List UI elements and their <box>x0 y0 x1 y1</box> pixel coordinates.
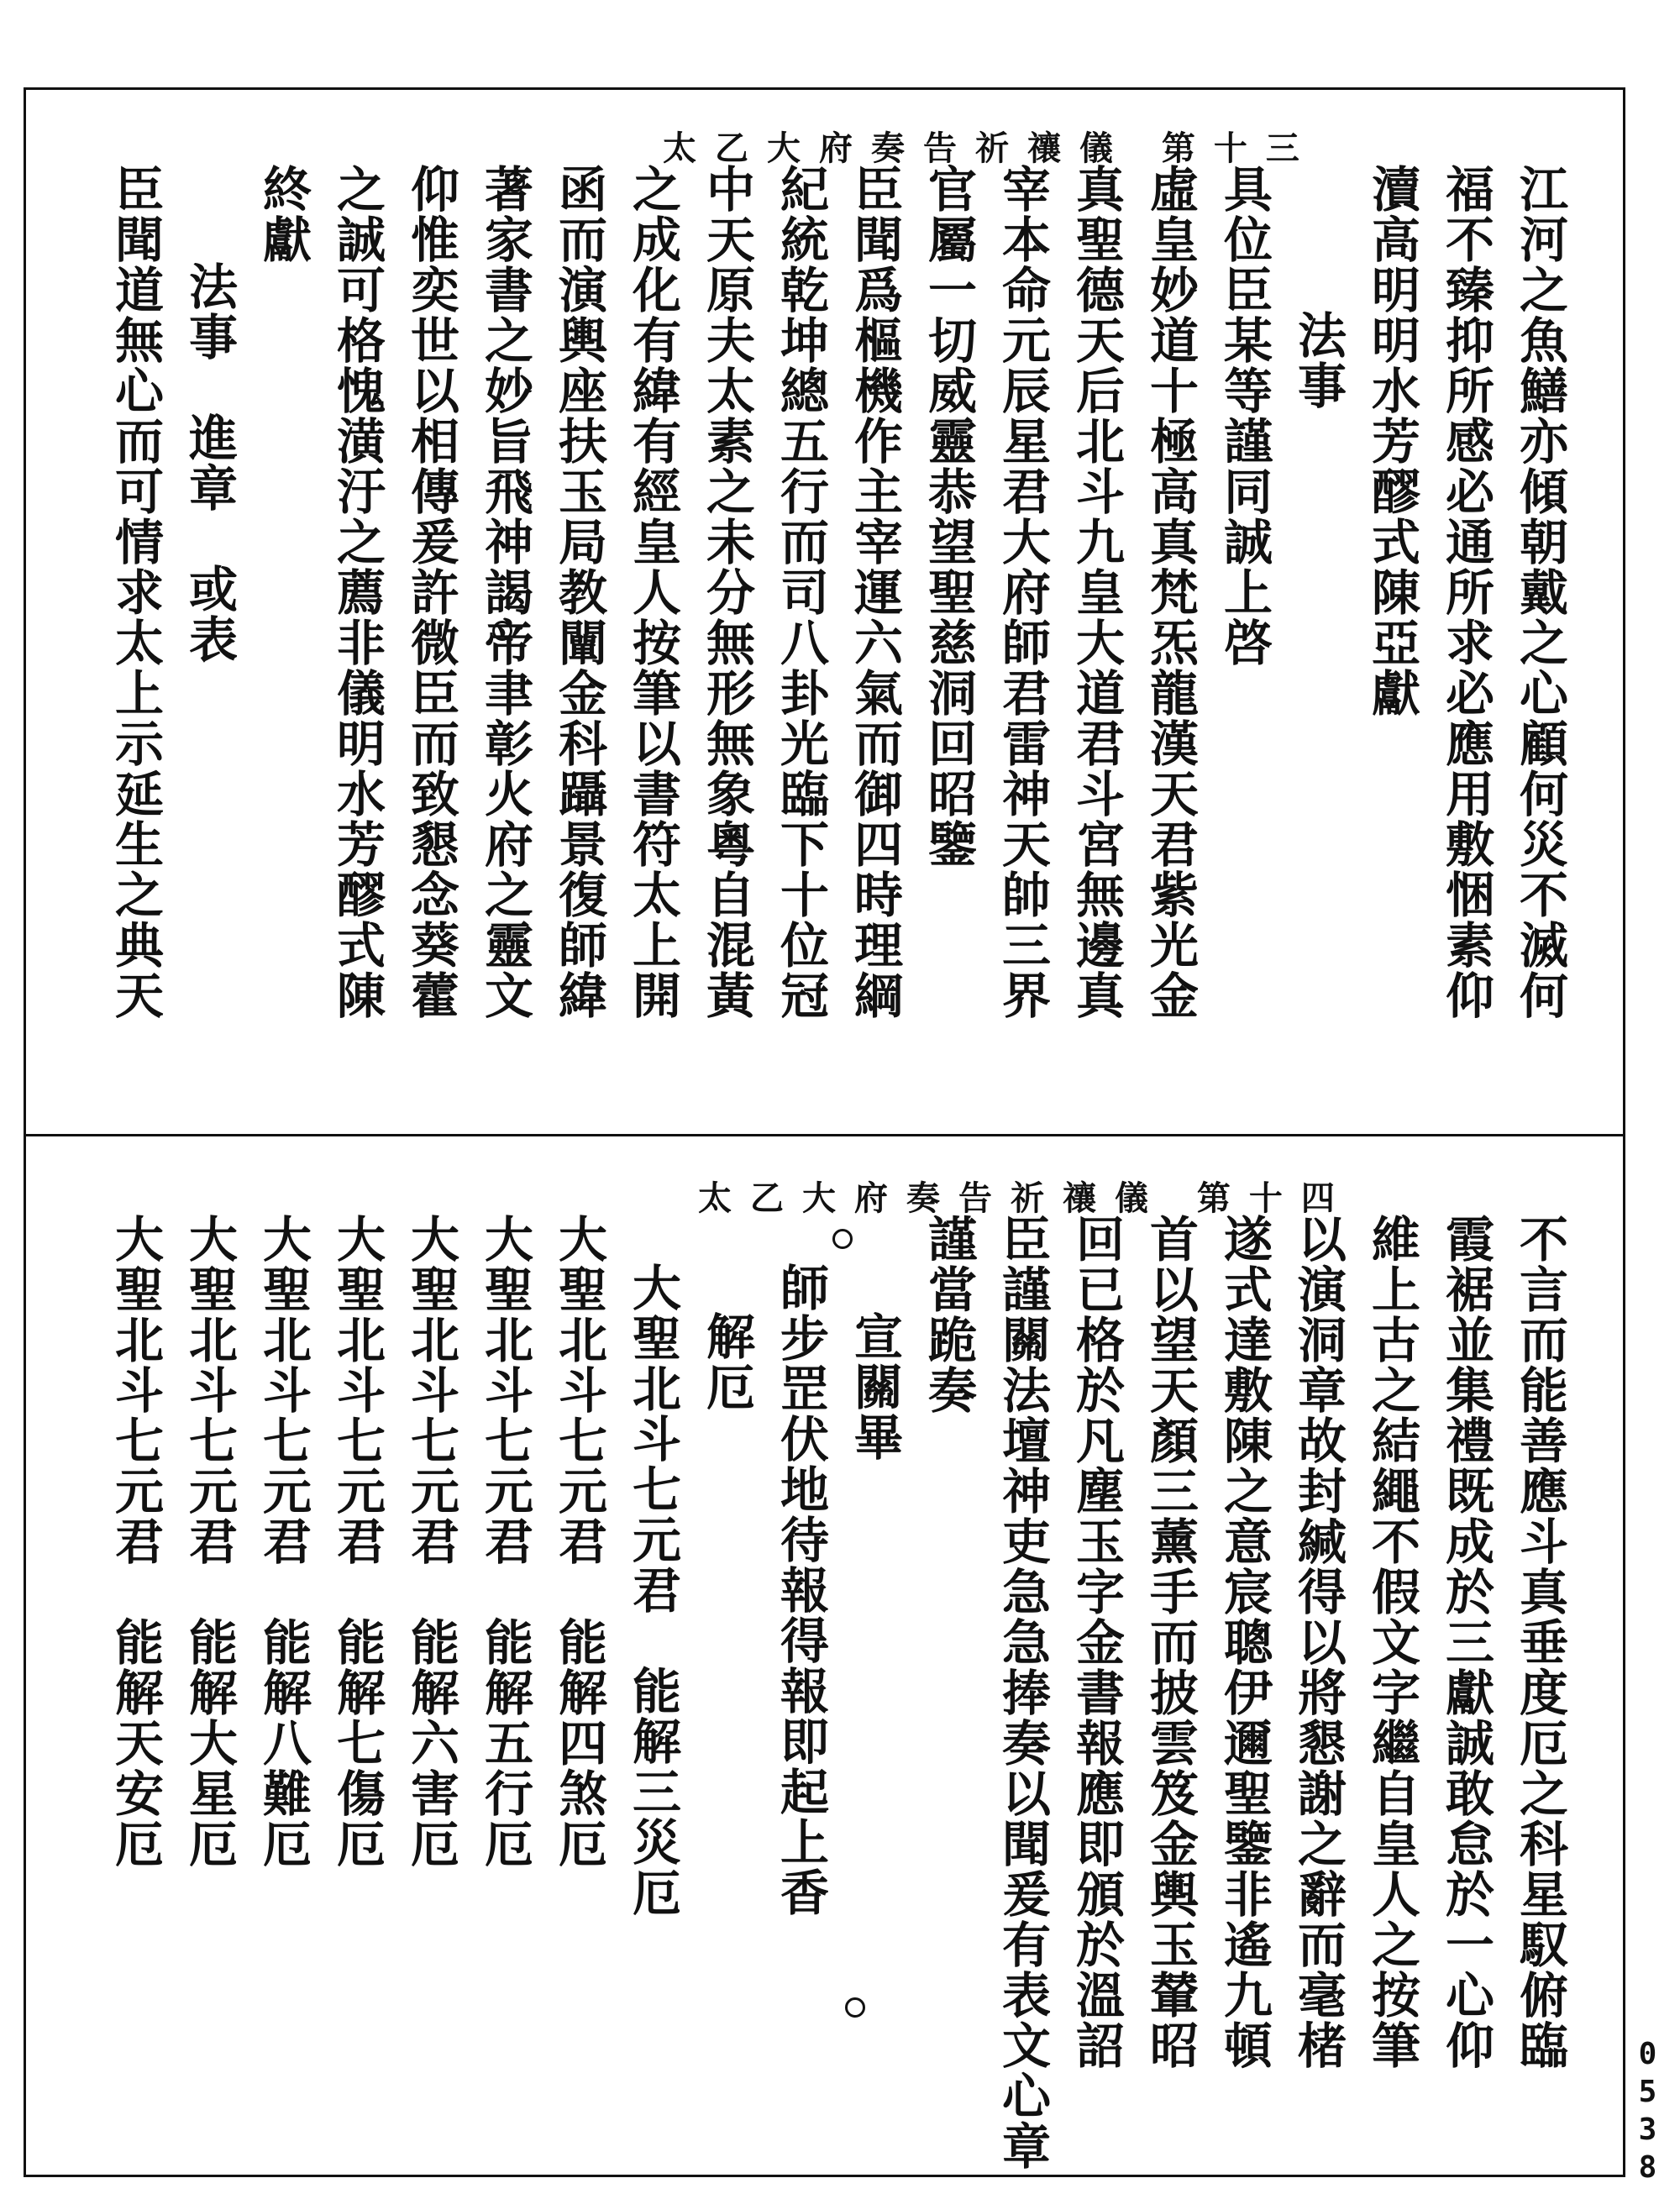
text-column: 虛皇妙道十極高真梵炁龍漢天君紫光金 <box>1142 164 1199 1021</box>
text-column: 遂式達敷陳之意宸聰伊邇聖鑒非遙九頓 <box>1215 1214 1273 2070</box>
page-number: 0538 <box>1630 2037 1665 2188</box>
punctuation-circle <box>832 1229 853 1249</box>
text-column: 大聖北斗七元君 能解三災厄 <box>624 1262 681 1918</box>
text-column: 大聖北斗七元君 能解大星厄 <box>181 1214 238 1869</box>
text-column: 大聖北斗七元君 能解四煞厄 <box>550 1214 607 1869</box>
punctuation-circle <box>492 621 512 641</box>
panel-header: 太乙大府奏告祈禳儀 第十四 <box>698 1178 1353 1218</box>
text-columns <box>98 1214 1577 2171</box>
bottom-panel <box>26 1136 1623 2175</box>
text-column: 回已格於凡塵玉字金書報應即頒於溫詔 <box>1068 1214 1125 2070</box>
text-column: 以演洞章故封緘得以將懇謝之辭而毫楮 <box>1289 1214 1347 2070</box>
text-column: 真聖德天后北斗九皇大道君斗宮無邊真 <box>1068 164 1125 1021</box>
text-column: 霞裾並集禮既成於三獻誠敢怠於一心仰 <box>1437 1214 1494 2070</box>
text-column: 謹當跪奏 <box>920 1214 977 1415</box>
text-column: 大聖北斗七元君 能解五行厄 <box>476 1214 533 1869</box>
text-column: 宰本命元辰星君大府師君雷神天帥三界 <box>994 164 1051 1021</box>
text-column: 維上古之結繩不假文字繼自皇人之按筆 <box>1363 1214 1420 2070</box>
text-column: 函而演輿座扶玉局教闡金科躡景復師緯 <box>550 164 607 1021</box>
top-panel <box>26 90 1623 1134</box>
text-column: 宣關畢 <box>846 1311 903 1462</box>
text-column: 官屬一切威靈恭望聖慈洞回昭鑒 <box>920 164 977 869</box>
text-column: 大聖北斗七元君 能解六害厄 <box>402 1214 459 1869</box>
text-column: 解厄 <box>698 1311 755 1412</box>
text-column: 不言而能善應斗真垂度厄之科星馭俯臨 <box>1511 1214 1568 2070</box>
text-column: 臣聞爲樞機作主宰運六氣而御四時理綱 <box>846 164 903 1021</box>
text-column: 福不臻抑所感必通所求必應用敷悃素仰 <box>1437 164 1494 1021</box>
text-column: 法事 <box>1289 310 1347 411</box>
punctuation-circle <box>505 172 525 192</box>
text-column: 大聖北斗七元君 能解七傷厄 <box>328 1214 386 1869</box>
text-column: 法事 進章 或表 <box>181 261 238 664</box>
text-column: 師步罡伏地待報得報即起上香 <box>772 1262 829 1918</box>
text-column: 之成化有緯有經皇人按筆以書符太上開 <box>624 164 681 1021</box>
text-column: 瀆高明明水芳醪式陳亞獻 <box>1363 164 1420 718</box>
panel-header: 太乙大府奏告祈禳儀 第十三 <box>663 129 1318 168</box>
text-column: 具位臣某等謹同誠上啓 <box>1215 164 1273 668</box>
text-column: 中天原夫太素之未分無形無象粵自混黃 <box>698 164 755 1021</box>
text-column: 江河之魚鱔亦傾朝戴之心顧何災不滅何 <box>1511 164 1568 1021</box>
text-column: 首以望天顏三薰手而披雲笈金輿玉輦昭 <box>1142 1214 1199 2070</box>
text-column: 臣謹關法壇神吏急急捧奏以聞爰有表文心章 <box>994 1214 1051 2171</box>
text-column: 臣聞道無心而可情求太上示延生之典天 <box>107 164 164 1021</box>
text-column: 大聖北斗七元君 能解八難厄 <box>255 1214 312 1869</box>
text-column: 紀統乾坤總五行而司八卦光臨下十位冠 <box>772 164 829 1021</box>
punctuation-circle <box>845 1997 865 2018</box>
text-column: 著家書之妙旨飛神謁帝聿彰火府之靈文 <box>476 164 533 1021</box>
text-columns <box>98 164 1577 1021</box>
text-column: 仰惟奕世以相傳爰許微臣而致懇念葵藿 <box>402 164 459 1021</box>
text-column: 大聖北斗七元君 能解天安厄 <box>107 1214 164 1869</box>
text-column: 之誠可格愧潢汙之薦非儀明水芳醪式陳 <box>328 164 386 1021</box>
text-column: 終獻 <box>255 164 312 265</box>
